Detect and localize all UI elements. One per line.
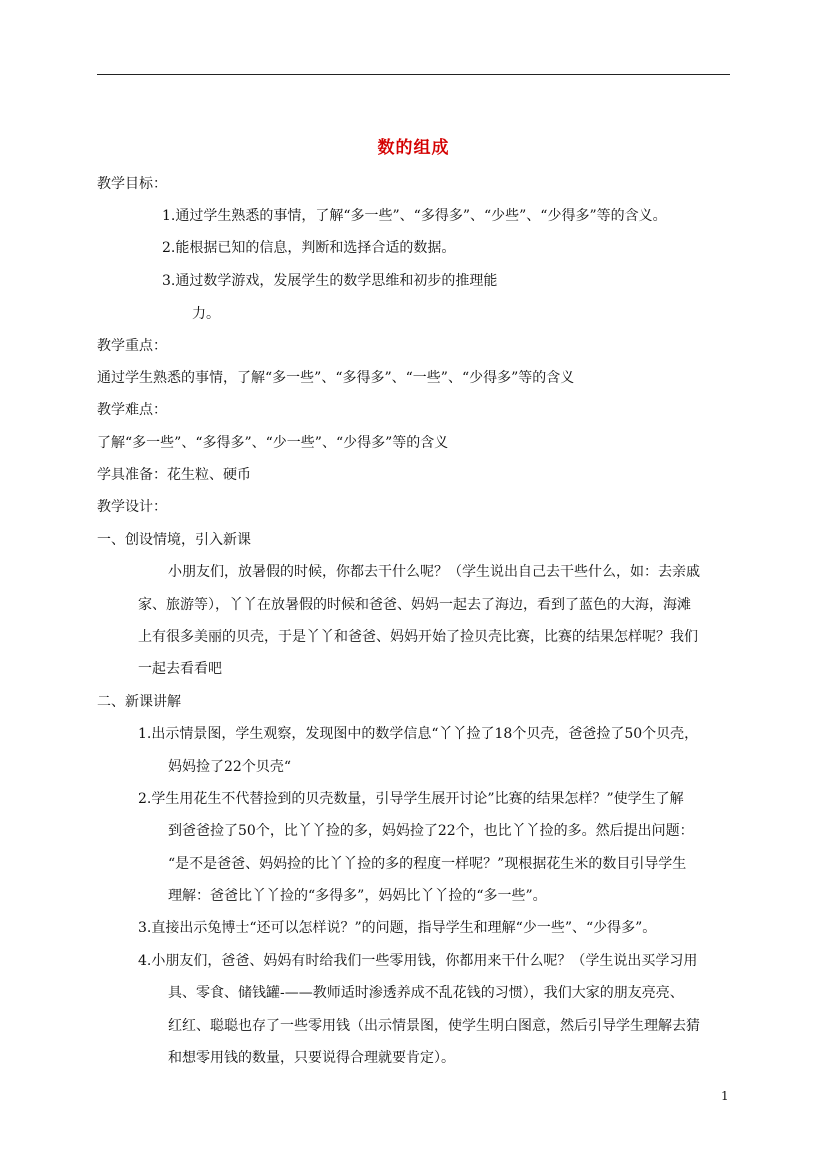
step-1-line-2: 妈妈捡了22个贝壳“ bbox=[168, 759, 291, 775]
materials-text: 学具准备：花生粒、硬币 bbox=[97, 467, 251, 483]
step-1-line-1: 1.出示情景图，学生观察，发现图中的数学信息“丫丫捡了18个贝壳，爸爸捡了50个贝壳， bbox=[138, 726, 699, 742]
goal-1: 1.通过学生熟悉的事情，了解“多一些”、“多得多”、“少些”、“少得多”等的含义。 bbox=[162, 208, 667, 224]
step-4-line-4: 和想零用钱的数量，只要说得合理就要肯定）。 bbox=[168, 1050, 455, 1066]
step-4-line-1: 4.小朋友们，爸爸、妈妈有时给我们一些零用钱，你都用来干什么呢？（学生说出买学习用 bbox=[138, 953, 698, 969]
page-number: 1 bbox=[721, 1089, 729, 1103]
step-4-line-3: 红红、聪聪也存了一些零用钱（出示情景图，使学生明白图意，然后引导学生理解去猜 bbox=[168, 1018, 700, 1034]
header-rule bbox=[97, 74, 730, 75]
part-1-para-line-4: 一起去看看吧 bbox=[138, 661, 222, 677]
goal-3-continued: 力。 bbox=[192, 306, 220, 322]
part-1-heading: 一、创设情境，引入新课 bbox=[97, 532, 251, 548]
part-1-para-line-3: 上有很多美丽的贝壳，于是丫丫和爸爸、妈妈开始了捡贝壳比赛，比赛的结果怎样呢？我们 bbox=[138, 629, 698, 645]
step-2-line-2: 到爸爸捡了50个，比丫丫捡的多，妈妈捡了22个，也比丫丫捡的多。然后提出问题： bbox=[168, 823, 694, 839]
part-2-heading: 二、新课讲解 bbox=[97, 694, 181, 710]
section-heading-goals: 教学目标： bbox=[97, 176, 167, 192]
section-heading-design: 教学设计： bbox=[97, 499, 167, 515]
section-heading-keypoints: 教学重点： bbox=[97, 338, 167, 354]
step-2-line-3: “是不是爸爸、妈妈捡的比丫丫捡的多的程度一样呢？”现根据花生米的数目引导学生 bbox=[168, 856, 687, 872]
keypoints-text: 通过学生熟悉的事情，了解“多一些”、“多得多”、“一些”、“少得多”等的含义 bbox=[97, 370, 575, 386]
difficulties-text: 了解“多一些”、“多得多”、“少一些”、“少得多”等的含义 bbox=[97, 435, 449, 451]
goal-2: 2.能根据已知的信息，判断和选择合适的数据。 bbox=[162, 240, 456, 256]
step-3-line-1: 3.直接出示兔博士“还可以怎样说？”的问题，指导学生和理解“少一些”、“少得多”。 bbox=[138, 920, 657, 936]
step-4-line-2: 具、零食、储钱罐-——教师适时渗透养成不乱花钱的习惯），我们大家的朋友亮亮、 bbox=[168, 985, 684, 1001]
step-2-line-4: 理解：爸爸比丫丫捡的“多得多”，妈妈比丫丫捡的“多一些”。 bbox=[168, 888, 547, 904]
section-heading-difficulties: 教学难点： bbox=[97, 402, 167, 418]
part-1-para-line-1: 小朋友们，放暑假的时候，你都去干什么呢？（学生说出自己去干些什么，如：去亲戚 bbox=[168, 564, 700, 580]
part-1-para-line-2: 家、旅游等），丫丫在放暑假的时候和爸爸、妈妈一起去了海边，看到了蓝色的大海，海滩 bbox=[138, 597, 691, 613]
document-title: 数的组成 bbox=[377, 138, 450, 158]
step-2-line-1: 2.学生用花生不代替捡到的贝壳数量，引导学生展开讨论”比赛的结果怎样？”使学生了解 bbox=[138, 791, 684, 807]
goal-3: 3.通过数学游戏，发展学生的数学思维和初步的推理能 bbox=[162, 273, 498, 289]
